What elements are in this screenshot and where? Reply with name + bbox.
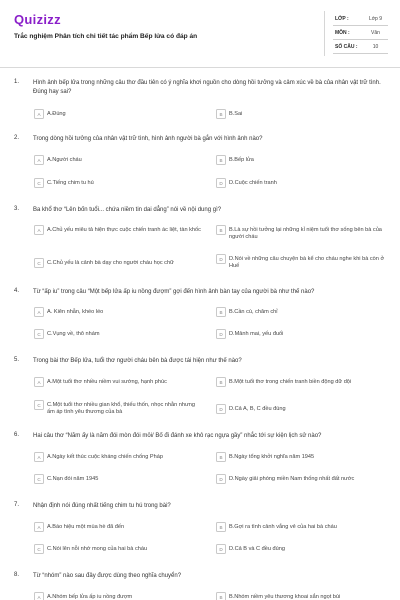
option-d[interactable] (216, 474, 386, 484)
option-text: B.Một tuổi thơ trong chiến tranh biền động dữ dội (229, 378, 352, 385)
question-text: Từ “ấp iu” trong câu “Một bếp lửa ấp iu nồng đượm” gợi đến hình ảnh bàn tay của người bà như thế nào? (33, 289, 315, 295)
meta-value: Lớp 9 (368, 15, 382, 22)
option-text: D.Cuộc chiến tranh (229, 179, 277, 186)
question-number: 5. (14, 357, 20, 363)
option-text: A. Kiên nhẫn, khéo léo (47, 308, 104, 315)
option-letter-badge: A (34, 452, 44, 462)
option-letter-badge: D (216, 329, 226, 339)
option-text: A.Đúng (47, 110, 66, 117)
meta-row-count (333, 40, 388, 54)
question-number: 1. (14, 79, 20, 85)
option-b[interactable] (216, 452, 386, 462)
option-text: B.Bếp lửa (229, 156, 254, 163)
question-number: 6. (14, 432, 20, 438)
option-letter-badge: D (216, 254, 226, 264)
option-text: B.Nhóm niềm yêu thương khoai sắn ngọt bùi (229, 593, 341, 600)
option-b[interactable] (216, 225, 386, 241)
option-b[interactable] (216, 522, 386, 532)
option-b[interactable] (216, 592, 386, 600)
option-letter-badge: C (34, 258, 44, 268)
option-a[interactable] (34, 225, 204, 235)
option-d[interactable] (216, 254, 386, 270)
question-number: 8. (14, 572, 20, 578)
option-letter-badge: A (34, 377, 44, 387)
option-text: B.Ngày tổng khởi nghĩa năm 1945 (229, 453, 315, 460)
option-d[interactable] (216, 329, 386, 339)
option-letter-badge: A (34, 522, 44, 532)
option-c[interactable] (34, 329, 204, 339)
option-letter-badge: A (34, 225, 44, 235)
meta-value: 10 (372, 43, 379, 50)
option-text: A.Ngày kết thúc cuộc kháng chiến chống Pháp (47, 453, 163, 460)
option-d[interactable] (216, 404, 386, 414)
option-a[interactable] (34, 109, 204, 119)
option-letter-badge: A (34, 109, 44, 119)
option-b[interactable] (216, 109, 386, 119)
option-letter-badge: C (34, 544, 44, 554)
option-text: D.Nói về những câu chuyện bà kể cho cháu nghe khi bà còn ở Huế (229, 255, 385, 269)
header-divider (324, 11, 325, 56)
option-b[interactable] (216, 377, 386, 387)
option-d[interactable] (216, 544, 386, 554)
question-text: Từ “nhóm” nào sau đây được dùng theo nghĩa chuyển? (33, 573, 182, 579)
option-text: B.Là sự hồi tưởng lại những kỉ niệm tuổi thơ sống bên bà của người cháu (229, 226, 382, 240)
question-text: Ba khổ thơ “Lên bốn tuổi... chứa niềm tin dai dẳng” nói về nội dung gì? (33, 207, 222, 213)
option-a[interactable] (34, 307, 204, 317)
option-text: C.Tiếng chim tu hú (47, 179, 94, 186)
question-number: 3. (14, 206, 20, 212)
option-a[interactable] (34, 377, 204, 387)
option-text: D.Cả A, B, C đều đúng (229, 405, 286, 412)
option-letter-badge: C (34, 329, 44, 339)
option-text: C.Nạn đói năm 1945 (47, 475, 99, 482)
option-letter-badge: B (216, 109, 226, 119)
meta-table (333, 12, 388, 54)
meta-label: MÔN : (335, 29, 350, 36)
option-b[interactable] (216, 307, 386, 317)
option-letter-badge: D (216, 178, 226, 188)
meta-value: Văn (371, 29, 380, 36)
option-a[interactable] (34, 452, 204, 462)
option-text: D.Mảnh mai, yếu đuối (229, 330, 284, 337)
option-text: C.Chủ yếu là cảnh bà dạy cho người cháu học chữ (47, 259, 174, 266)
question-number: 2. (14, 135, 20, 141)
question-text: Hai câu thơ “Năm ấy là năm đói mòn đói mỏi/ Bố đi đánh xe khô rạc ngựa gầy” nhắc tới sự kiện lịch sử nào? (33, 433, 322, 439)
option-text: C.Nói lên nỗi nhớ mong của hai bà cháu (47, 545, 148, 552)
option-letter-badge: C (34, 474, 44, 484)
question-text: Trong bài thơ Bếp lửa, tuổi thơ người cháu bên bà được tái hiện như thế nào? (33, 358, 242, 364)
option-letter-badge: C (34, 400, 44, 410)
option-text: A.Người cháu (47, 156, 82, 163)
meta-row-grade (333, 12, 388, 26)
option-c[interactable] (34, 474, 204, 484)
option-text: D.Cả B và C đều đúng (229, 545, 285, 552)
option-a[interactable] (34, 155, 204, 165)
option-b[interactable] (216, 155, 386, 165)
option-letter-badge: B (216, 155, 226, 165)
option-text: B.Gợi ra tình cảnh vắng vẻ của hai bà cháu (229, 523, 337, 530)
worksheet-title: Trắc nghiệm Phân tích chi tiết tác phẩm Bếp lửa có đáp án (14, 33, 198, 40)
option-text: D.Ngày giải phóng miền Nam thống nhất đất nước (229, 475, 355, 482)
option-text: B.Sai (229, 110, 243, 117)
option-text: A.Nhóm bếp lửa ấp iu nồng đượm (47, 593, 133, 600)
meta-label: LỚP : (335, 15, 349, 22)
option-letter-badge: B (216, 522, 226, 532)
option-letter-badge: D (216, 404, 226, 414)
option-letter-badge: C (34, 178, 44, 188)
question-text: Nhận định nói đúng nhất tiếng chim tu hú trong bài? (33, 503, 171, 509)
option-letter-badge: D (216, 544, 226, 554)
option-text: B.Cần cù, chăm chỉ (229, 308, 278, 315)
meta-row-subject (333, 26, 388, 40)
option-text: C.Vụng về, thô nhám (47, 330, 100, 337)
option-letter-badge: B (216, 307, 226, 317)
option-c[interactable] (34, 400, 204, 416)
option-letter-badge: A (34, 592, 44, 600)
option-d[interactable] (216, 178, 386, 188)
option-letter-badge: A (34, 155, 44, 165)
worksheet-header (0, 0, 400, 68)
option-letter-badge: B (216, 377, 226, 387)
option-c[interactable] (34, 544, 204, 554)
quizizz-logo: Quizizz (14, 12, 61, 27)
option-letter-badge: B (216, 592, 226, 600)
meta-label: SỐ CÂU : (335, 43, 358, 50)
option-letter-badge: B (216, 225, 226, 235)
option-text: C.Một tuổi thơ nhiều gian khổ, thiếu thốn, nhọc nhằn nhưng ấm áp tình yêu thương của bà (47, 401, 195, 415)
option-a[interactable] (34, 522, 204, 532)
option-text: A.Một tuổi thơ nhiều niềm vui sướng, hạnh phúc (47, 378, 167, 385)
option-text: A.Báo hiệu một mùa hè đã đến (47, 523, 125, 530)
question-text: Hình ảnh bếp lửa trong những câu thơ đầu tiên có ý nghĩa khơi nguồn cho dòng hồi tưởng và cảm xúc về bà của nhân vật trữ tình. Đúng hay sai? (33, 80, 381, 95)
option-letter-badge: B (216, 452, 226, 462)
question-number: 7. (14, 502, 20, 508)
option-c[interactable] (34, 178, 204, 188)
question-text: Trong dòng hồi tưởng của nhân vật trữ tình, hình ảnh người bà gắn với hình ảnh nào? (33, 136, 263, 142)
option-a[interactable] (34, 592, 204, 600)
option-c[interactable] (34, 258, 204, 268)
question-number: 4. (14, 288, 20, 294)
option-text: A.Chủ yếu miêu tả hiện thực cuộc chiến tranh ác liệt, tàn khốc (47, 226, 201, 233)
header-bottom-rule (0, 67, 400, 68)
option-letter-badge: D (216, 474, 226, 484)
option-letter-badge: A (34, 307, 44, 317)
